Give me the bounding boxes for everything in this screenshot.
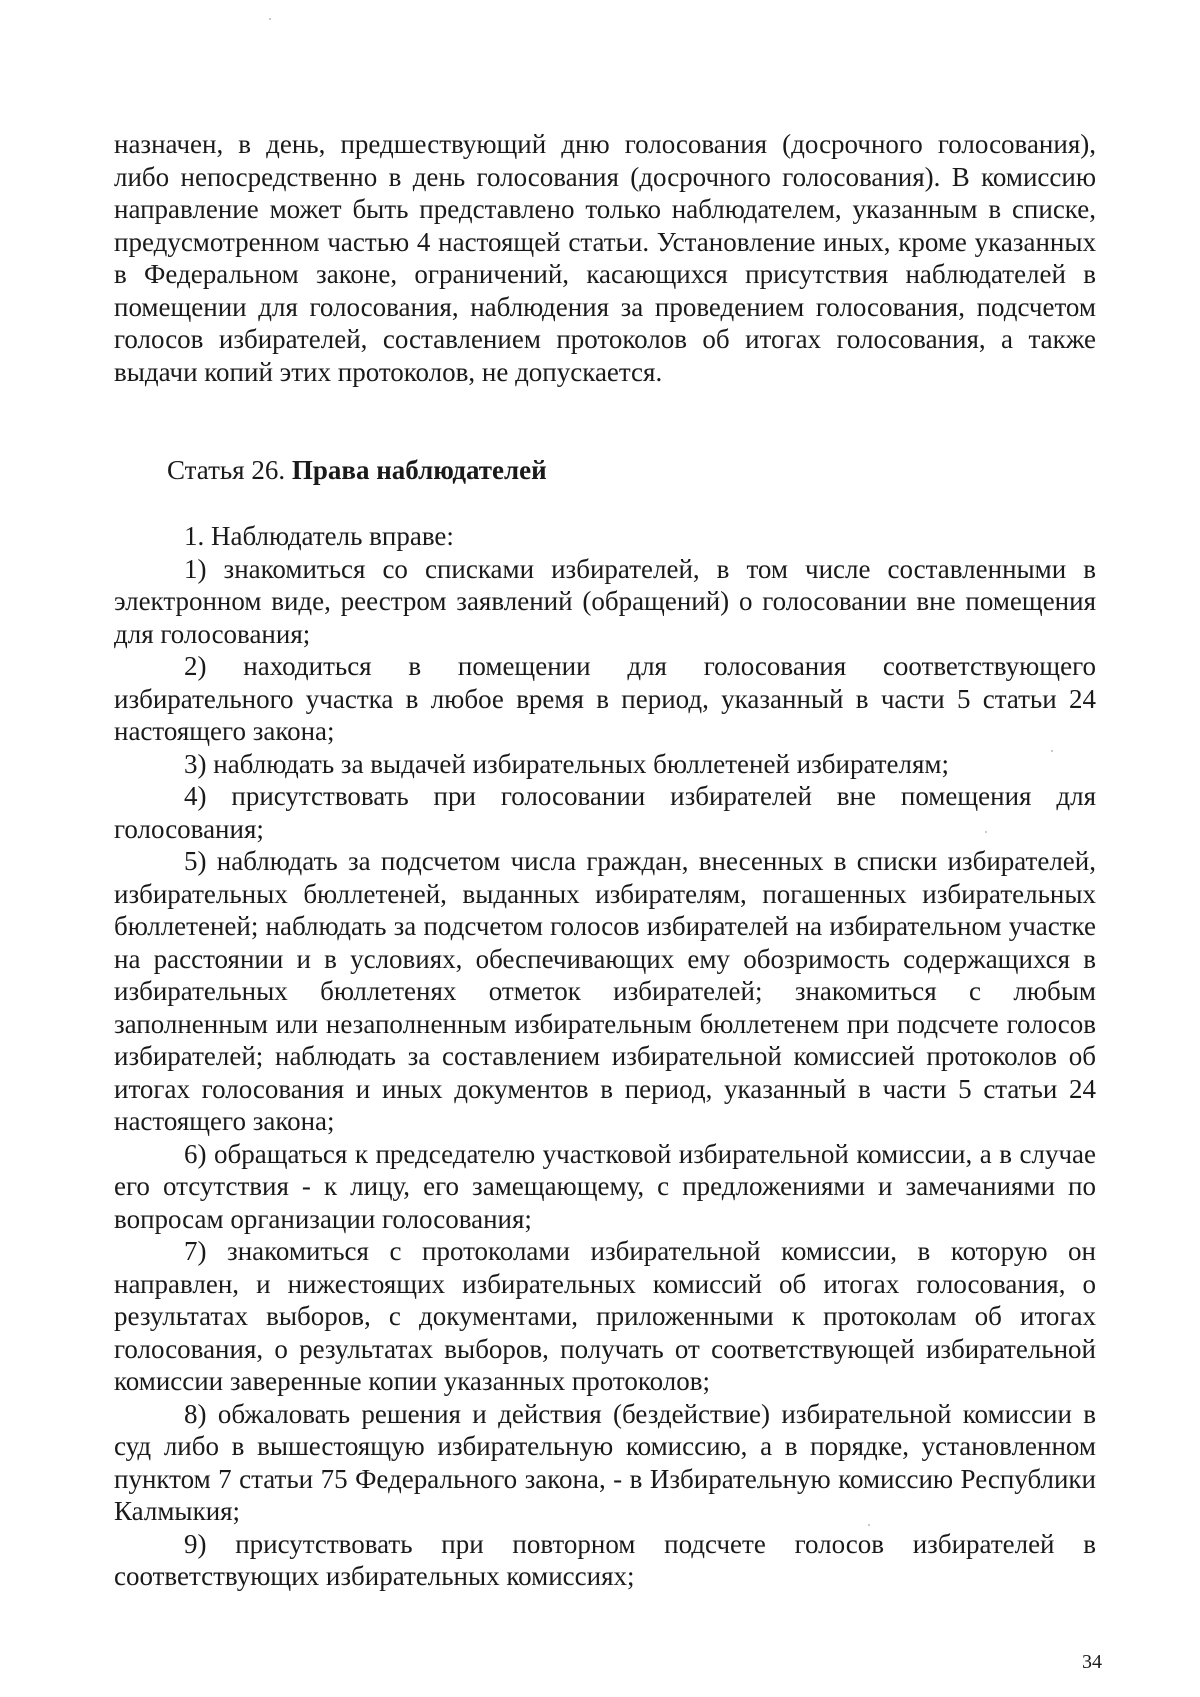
list-item-1: 1) знакомиться со списками избирателей, в том числе составленными в электронном виде, реестром заявлений (обращений) о голосовании вне помещения для голосования; [114,553,1096,649]
scan-speck [868,1524,870,1526]
list-item-8: 8) обжаловать решения и действия (бездействие) избирательной комиссии в суд либо в вышестоящую избирательную комиссию, а в порядке, установленном пунктом 7 статьи 75 Федерального закона, - в Избирательную комиссию Республики Калмыкия; [114,1398,1096,1526]
scan-speck [985,831,987,833]
list-item-7: 7) знакомиться с протоколами избирательной комиссии, в которую он направлен, и нижестоящих избирательных комиссий об итогах голосования, о результатах выборов, с документами, приложенными к протоколам об итогах голосования, о результатах выборов, получать от соответствующей избирательной комиссии заверенные копии указанных протоколов; [114,1236,1096,1396]
list-item-4: 4) присутствовать при голосовании избирателей вне помещения для голосования; [114,781,1096,844]
list-item-3: 3) наблюдать за выдачей избирательных бюллетеней избирателям; [184,748,950,779]
article-title: Права наблюдателей [291,455,547,485]
article-heading [167,454,547,487]
article-number-label: Статья 26. [167,455,286,485]
intro-paragraph: назначен, в день, предшествующий дню голосования (досрочного голосования), либо непосредственно в день голосования (досрочного голосования). В комиссию направление может быть представлено только наблюдателем, указанным в списке, предусмотренном частью 4 настоящей статьи. Установление иных, кроме указанных в Федеральном законе, ограничений, касающихся присутствия наблюдателей в помещении для голосования, наблюдения за проведением голосования, подсчетом голосов избирателей, составлением протоколов об итогах голосования, а также выдачи копий этих протоколов, не допускается. [114,129,1096,387]
rights-list [114,520,1096,1593]
clause-intro: 1. Наблюдатель вправе: [184,521,454,551]
list-item-2: 2) находиться в помещении для голосования соответствующего избирательного участка в любое время в период, указанный в части 5 статьи 24 настоящего закона; [114,651,1096,746]
scan-speck [1051,750,1053,752]
list-item-5: 5) наблюдать за подсчетом числа граждан, внесенных в списки избирателей, избирательных бюллетеней, выданных избирателям, погашенных избирательных бюллетеней; наблюдать за подсчетом голосов избирателей на избирательном участке на расстоянии и в условиях, обеспечивающих ему обозримость содержащихся в избирательных бюллетенях отметок избирателей; знакомиться с любым заполненным или незаполненным избирательным бюллетенем при подсчете голосов избирателей; наблюдать за составлением избирательной комиссией протоколов об итогах голосования и иных документов в период, указанный в части 5 статьи 24 настоящего закона; [114,846,1096,1136]
list-item-6: 6) обращаться к председателю участковой избирательной комиссии, а в случае его отсутствия - к лицу, его замещающему, с предложениями и замечаниями по вопросам организации голосования; [114,1138,1096,1234]
page-number: 34 [1082,1651,1102,1673]
list-item-9: 9) присутствовать при повторном подсчете голосов избирателей в соответствующих избирательных комиссиях; [114,1528,1096,1591]
scan-speck [269,18,271,20]
